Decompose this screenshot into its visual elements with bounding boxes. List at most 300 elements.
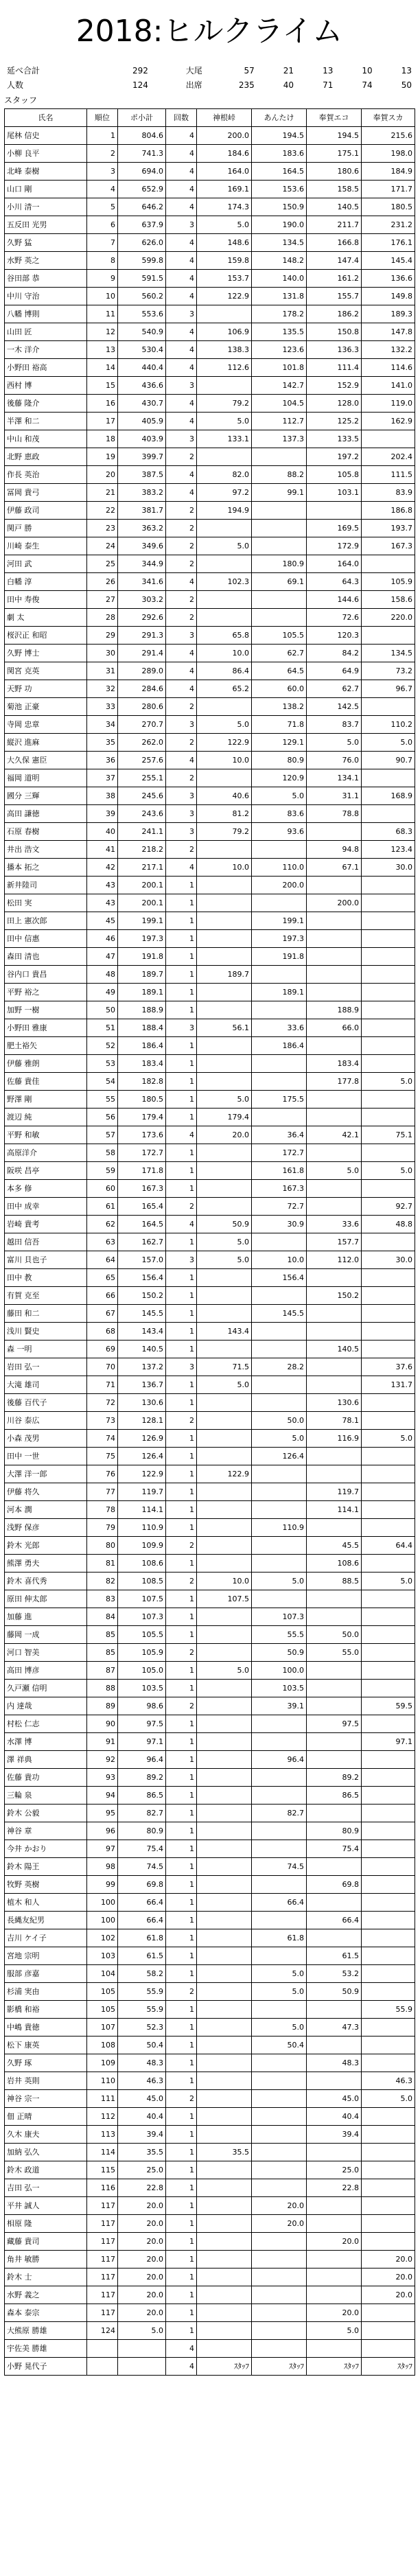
table-cell: 1 — [166, 1037, 197, 1055]
table-cell: 46.3 — [118, 2072, 166, 2090]
table-cell: 14 — [87, 359, 118, 377]
table-cell: 2 — [166, 591, 197, 609]
table-cell: 28 — [87, 609, 118, 627]
table-cell — [252, 2161, 307, 2179]
table-cell: 161.2 — [307, 270, 362, 288]
table-cell: 5.0 — [197, 716, 252, 734]
table-cell: 73.2 — [362, 662, 415, 680]
table-cell: 50.9 — [197, 1216, 252, 1233]
table-cell — [197, 1608, 252, 1626]
table-cell — [362, 1590, 415, 1608]
table-row — [5, 2161, 415, 2179]
table-cell: 200.1 — [118, 877, 166, 894]
table-cell: 171.8 — [118, 1162, 166, 1180]
table-cell — [252, 502, 307, 520]
table-cell — [197, 1822, 252, 1840]
table-cell — [362, 877, 415, 894]
table-cell: 66.4 — [118, 1912, 166, 1929]
table-cell: 198.0 — [362, 145, 415, 163]
table-cell: 63 — [87, 1233, 118, 1251]
table-cell: 180.5 — [362, 198, 415, 216]
table-cell — [197, 2054, 252, 2072]
table-cell — [197, 1715, 252, 1733]
table-cell: 145.4 — [362, 252, 415, 270]
table-cell — [362, 2144, 415, 2161]
table-cell: 47.3 — [307, 2019, 362, 2037]
table-cell — [197, 1947, 252, 1965]
table-cell — [307, 1680, 362, 1697]
table-row — [5, 2197, 415, 2215]
table-cell: 117 — [87, 2233, 118, 2251]
table-cell: 97 — [87, 1840, 118, 1858]
table-cell: 8 — [87, 252, 118, 270]
table-cell: 4 — [166, 573, 197, 591]
table-cell: 2 — [166, 448, 197, 466]
rider-name-cell: 山口 剛 — [5, 181, 87, 198]
table-cell: 5.0 — [252, 1965, 307, 1983]
rider-name-cell: 久戸瀬 信明 — [5, 1680, 87, 1697]
table-cell: 4 — [166, 198, 197, 216]
table-cell — [197, 1287, 252, 1305]
table-cell: 1 — [166, 1055, 197, 1073]
table-cell: 157.7 — [307, 1233, 362, 1251]
rider-name-cell: 影橋 和裕 — [5, 2001, 87, 2019]
table-cell: 303.2 — [118, 591, 166, 609]
table-cell: 111.5 — [362, 466, 415, 484]
table-cell: 96.4 — [252, 1751, 307, 1769]
table-cell — [307, 1037, 362, 1055]
table-cell: 4 — [166, 1126, 197, 1144]
table-cell: 128.1 — [118, 1412, 166, 1430]
table-cell: 107.5 — [118, 1590, 166, 1608]
staff-label: スタッフ — [4, 95, 38, 105]
rider-name-cell: 神谷 章 — [5, 1822, 87, 1840]
table-cell: 1 — [166, 1733, 197, 1751]
table-cell: 119.0 — [362, 395, 415, 413]
table-cell — [197, 984, 252, 1001]
summary-table — [4, 63, 415, 92]
table-cell: 5.0 — [252, 2019, 307, 2037]
table-row — [5, 966, 415, 984]
table-cell — [362, 1626, 415, 1644]
table-cell: 10 — [87, 288, 118, 305]
table-cell — [307, 1323, 362, 1341]
table-cell — [307, 1519, 362, 1537]
table-cell: 1 — [166, 1394, 197, 1412]
table-row — [5, 930, 415, 948]
table-cell: 20.0 — [197, 1126, 252, 1144]
table-cell: 25.0 — [118, 2161, 166, 2179]
table-cell: 540.9 — [118, 323, 166, 341]
rider-name-cell: 中山 和茂 — [5, 430, 87, 448]
rider-name-cell: 大熊原 勝雄 — [5, 2322, 87, 2340]
rider-name-cell: 藏藤 貴司 — [5, 2233, 87, 2251]
table-cell — [362, 430, 415, 448]
table-cell — [252, 2072, 307, 2090]
table-cell: 168.9 — [362, 787, 415, 805]
table-cell — [252, 1822, 307, 1840]
table-cell: 138.3 — [197, 341, 252, 359]
table-cell: 68.3 — [362, 823, 415, 841]
table-cell: 1 — [166, 1840, 197, 1858]
table-cell: 3 — [166, 787, 197, 805]
table-cell — [362, 1876, 415, 1894]
table-cell: 134.5 — [362, 645, 415, 662]
table-cell: 33.6 — [252, 1019, 307, 1037]
table-cell — [87, 2340, 118, 2358]
table-cell: 126.4 — [252, 1448, 307, 1465]
table-row — [5, 805, 415, 823]
table-cell: 3 — [87, 163, 118, 181]
table-cell: 4 — [166, 252, 197, 270]
table-cell: 176.1 — [362, 234, 415, 252]
table-cell: 5.0 — [197, 413, 252, 430]
table-cell: 5.0 — [252, 1430, 307, 1448]
table-row — [5, 377, 415, 395]
table-cell: 156.4 — [118, 1269, 166, 1287]
table-cell: 4 — [166, 288, 197, 305]
table-cell: 191.8 — [118, 948, 166, 966]
rider-name-cell: 鈴木 光郎 — [5, 1537, 87, 1555]
table-cell: 2 — [166, 1412, 197, 1430]
table-cell: 3 — [166, 823, 197, 841]
rider-name-cell: 田中 教 — [5, 1269, 87, 1287]
table-row — [5, 1483, 415, 1501]
table-cell: 20.0 — [252, 2197, 307, 2215]
table-cell — [362, 1769, 415, 1787]
table-cell: 142.5 — [307, 698, 362, 716]
summary-row — [4, 78, 415, 92]
table-cell: 5.0 — [197, 1662, 252, 1680]
table-cell: 1 — [166, 2072, 197, 2090]
table-cell: 140.0 — [252, 270, 307, 288]
table-cell: 430.7 — [118, 395, 166, 413]
table-cell: 158.5 — [307, 181, 362, 198]
table-row — [5, 1751, 415, 1769]
table-cell: 4 — [166, 2358, 197, 2376]
table-cell: 102.3 — [197, 573, 252, 591]
table-cell: 50.9 — [307, 1983, 362, 2001]
table-cell: 84.2 — [307, 645, 362, 662]
table-cell: 1 — [166, 1162, 197, 1180]
table-row — [5, 1465, 415, 1483]
summary-value: 10 — [362, 65, 373, 76]
table-cell: 92 — [87, 1751, 118, 1769]
table-cell: 150.2 — [118, 1287, 166, 1305]
table-cell — [197, 2108, 252, 2126]
rider-name-cell: 國分 三輝 — [5, 787, 87, 805]
table-cell: 93 — [87, 1769, 118, 1787]
table-cell: 553.6 — [118, 305, 166, 323]
table-cell: 117 — [87, 2215, 118, 2233]
table-cell: 12 — [87, 323, 118, 341]
rider-name-cell: 新井陸司 — [5, 877, 87, 894]
table-cell: 363.2 — [118, 520, 166, 537]
table-cell: 1 — [166, 1858, 197, 1876]
table-cell: 147.8 — [362, 323, 415, 341]
table-cell — [362, 1947, 415, 1965]
table-cell: 65 — [87, 1269, 118, 1287]
table-cell: 69.8 — [307, 1876, 362, 1894]
table-cell: 69.1 — [252, 573, 307, 591]
rider-name-cell: 杉浦 実由 — [5, 1983, 87, 2001]
table-cell: 114 — [87, 2144, 118, 2161]
table-cell: 80.9 — [252, 752, 307, 769]
table-row — [5, 1805, 415, 1822]
table-cell: 112 — [87, 2108, 118, 2126]
table-cell: 1 — [166, 1180, 197, 1198]
table-cell: 126.9 — [118, 1430, 166, 1448]
table-cell: 50 — [87, 1001, 118, 1019]
table-cell: 292.6 — [118, 609, 166, 627]
table-cell — [252, 448, 307, 466]
table-cell — [197, 2126, 252, 2144]
table-cell: 2 — [87, 145, 118, 163]
table-cell: 172.7 — [118, 1144, 166, 1162]
rider-name-cell: 小柳 良平 — [5, 145, 87, 163]
table-cell: 189.1 — [252, 984, 307, 1001]
table-row — [5, 1840, 415, 1858]
table-row — [5, 323, 415, 341]
table-cell: 62.7 — [307, 680, 362, 698]
table-cell: 100 — [87, 1912, 118, 1929]
rider-name-cell: 半澤 和二 — [5, 413, 87, 430]
table-row — [5, 1073, 415, 1091]
table-cell: 66.4 — [307, 1912, 362, 1929]
summary-value: 13 — [323, 65, 334, 76]
table-cell — [362, 1965, 415, 1983]
table-cell: 103.5 — [252, 1680, 307, 1697]
rider-name-cell: 澤 祥典 — [5, 1751, 87, 1769]
table-cell: 71.8 — [252, 716, 307, 734]
table-cell — [362, 1412, 415, 1430]
table-cell: 80 — [87, 1537, 118, 1555]
rider-name-cell: 阪咲 昌亭 — [5, 1162, 87, 1180]
table-cell: 405.9 — [118, 413, 166, 430]
rider-name-cell: 藤岡 一成 — [5, 1626, 87, 1644]
table-cell — [362, 1894, 415, 1912]
table-cell: 166.8 — [307, 234, 362, 252]
table-cell: 140.5 — [118, 1341, 166, 1358]
rider-name-cell: 久木 康夫 — [5, 2126, 87, 2144]
table-cell — [362, 1037, 415, 1055]
table-cell: 104.5 — [252, 395, 307, 413]
rider-name-cell: 吉田 弘一 — [5, 2179, 87, 2197]
table-cell: 4 — [166, 752, 197, 769]
table-cell: 186.4 — [252, 1037, 307, 1055]
table-cell: 115 — [87, 2161, 118, 2179]
table-cell: 124 — [87, 2322, 118, 2340]
table-cell — [362, 1840, 415, 1858]
table-cell: 25 — [87, 555, 118, 573]
table-cell — [307, 1448, 362, 1465]
table-cell: 530.4 — [118, 341, 166, 359]
table-cell: 3 — [166, 1019, 197, 1037]
table-cell: 20.0 — [118, 2215, 166, 2233]
table-row — [5, 1555, 415, 1573]
table-row — [5, 395, 415, 413]
table-cell: 2 — [166, 1537, 197, 1555]
table-cell — [362, 555, 415, 573]
table-cell: 1 — [166, 1483, 197, 1501]
table-cell — [197, 1412, 252, 1430]
table-cell: 189.3 — [362, 305, 415, 323]
table-cell: 48.8 — [362, 1216, 415, 1233]
table-cell — [197, 609, 252, 627]
table-row — [5, 894, 415, 912]
table-cell: 67 — [87, 1305, 118, 1323]
table-cell: 107 — [87, 2019, 118, 2037]
table-row — [5, 1269, 415, 1287]
table-cell: 48 — [87, 966, 118, 984]
table-cell — [252, 1376, 307, 1394]
table-row — [5, 1251, 415, 1269]
table-cell: 86.4 — [197, 662, 252, 680]
rider-name-cell: 加野 一樹 — [5, 1001, 87, 1019]
table-row — [5, 2054, 415, 2072]
summary-value: 57 — [244, 65, 255, 76]
table-cell: 2 — [166, 2090, 197, 2108]
table-cell — [362, 1448, 415, 1465]
table-cell: 155.7 — [307, 288, 362, 305]
rider-name-cell: 水野 義之 — [5, 2286, 87, 2304]
table-row — [5, 948, 415, 966]
column-header: 奉賀スカ — [362, 109, 415, 127]
table-cell: 4 — [166, 127, 197, 145]
rider-name-cell: 作長 英治 — [5, 466, 87, 484]
table-cell — [362, 2108, 415, 2126]
table-cell — [362, 1912, 415, 1929]
table-cell — [307, 1805, 362, 1822]
table-cell: 31.1 — [307, 787, 362, 805]
table-cell: 169.1 — [197, 181, 252, 198]
table-cell: 3 — [166, 305, 197, 323]
table-cell: 1 — [166, 984, 197, 1001]
table-cell: 197.3 — [118, 930, 166, 948]
table-cell: 61.5 — [118, 1947, 166, 1965]
table-cell — [307, 1376, 362, 1394]
table-cell — [362, 948, 415, 966]
rider-name-cell: 加納 弘久 — [5, 2144, 87, 2161]
table-cell: 110.2 — [362, 716, 415, 734]
rider-name-cell: 水澤 博 — [5, 1733, 87, 1751]
table-cell: 117 — [87, 2268, 118, 2286]
table-cell: 85 — [87, 1644, 118, 1662]
table-cell: 46.3 — [362, 2072, 415, 2090]
rider-name-cell: 河田 武 — [5, 555, 87, 573]
table-cell: 78 — [87, 1501, 118, 1519]
table-cell: 141.0 — [362, 377, 415, 395]
table-cell: 120.3 — [307, 627, 362, 645]
table-cell — [197, 894, 252, 912]
table-cell: 2 — [166, 698, 197, 716]
table-cell: 199.1 — [252, 912, 307, 930]
table-cell: 560.2 — [118, 288, 166, 305]
table-cell — [252, 1537, 307, 1555]
table-cell: 50.0 — [252, 1412, 307, 1430]
table-cell: 4 — [87, 181, 118, 198]
table-row — [5, 1305, 415, 1323]
table-cell: 148.6 — [197, 234, 252, 252]
table-row — [5, 216, 415, 234]
table-cell — [197, 2286, 252, 2304]
table-cell — [307, 1929, 362, 1947]
table-cell: 1 — [166, 1448, 197, 1465]
table-cell: 1 — [166, 1876, 197, 1894]
table-cell: 162.7 — [118, 1233, 166, 1251]
table-cell — [362, 1287, 415, 1305]
table-cell: 66.4 — [118, 1894, 166, 1912]
table-cell: 150.8 — [307, 323, 362, 341]
table-row — [5, 1126, 415, 1144]
table-cell — [197, 520, 252, 537]
table-cell — [362, 1715, 415, 1733]
table-cell: 191.8 — [252, 948, 307, 966]
column-header: 奉賀エコ — [307, 109, 362, 127]
page-title: 2018:ヒルクライム — [75, 14, 343, 49]
table-cell: 1 — [166, 2001, 197, 2019]
table-cell — [197, 1769, 252, 1787]
table-cell: 128.0 — [307, 395, 362, 413]
table-cell: 804.6 — [118, 127, 166, 145]
table-row — [5, 2251, 415, 2268]
table-cell: 145.5 — [252, 1305, 307, 1323]
table-cell — [197, 1751, 252, 1769]
table-row — [5, 2072, 415, 2090]
table-row — [5, 1216, 415, 1233]
table-cell: 119.7 — [118, 1483, 166, 1501]
table-cell: 2 — [166, 1697, 197, 1715]
table-cell: 103 — [87, 1947, 118, 1965]
table-cell: 108.6 — [118, 1555, 166, 1573]
table-cell — [307, 502, 362, 520]
table-cell: 1 — [166, 930, 197, 948]
table-cell: 150.2 — [307, 1287, 362, 1305]
table-cell: 142.7 — [252, 377, 307, 395]
table-cell: 1 — [166, 2322, 197, 2340]
table-row — [5, 1323, 415, 1341]
table-cell — [307, 2215, 362, 2233]
table-cell — [362, 2215, 415, 2233]
table-cell: 20.0 — [252, 2215, 307, 2233]
table-cell: 85 — [87, 1626, 118, 1644]
table-cell: 39.4 — [118, 2126, 166, 2144]
rider-name-cell: 寺岡 忠章 — [5, 716, 87, 734]
table-cell: 86.5 — [118, 1787, 166, 1805]
table-cell: 50.0 — [307, 1626, 362, 1644]
table-cell: 4 — [166, 341, 197, 359]
table-cell — [307, 1733, 362, 1751]
table-cell: 45 — [87, 912, 118, 930]
table-cell — [307, 966, 362, 984]
rider-name-cell: 谷内口 貴昌 — [5, 966, 87, 984]
table-cell — [362, 1091, 415, 1109]
table-cell: 81 — [87, 1555, 118, 1573]
table-cell: 43 — [87, 894, 118, 912]
table-cell: 35.5 — [197, 2144, 252, 2161]
table-cell: 43 — [87, 877, 118, 894]
table-cell: 1 — [166, 912, 197, 930]
table-cell — [197, 377, 252, 395]
table-row — [5, 1769, 415, 1787]
table-cell — [252, 1341, 307, 1358]
table-cell: 186.2 — [307, 305, 362, 323]
table-cell: 4 — [166, 145, 197, 163]
table-cell — [307, 1109, 362, 1126]
table-cell: 1 — [166, 2108, 197, 2126]
table-cell — [197, 1965, 252, 1983]
table-row — [5, 680, 415, 698]
